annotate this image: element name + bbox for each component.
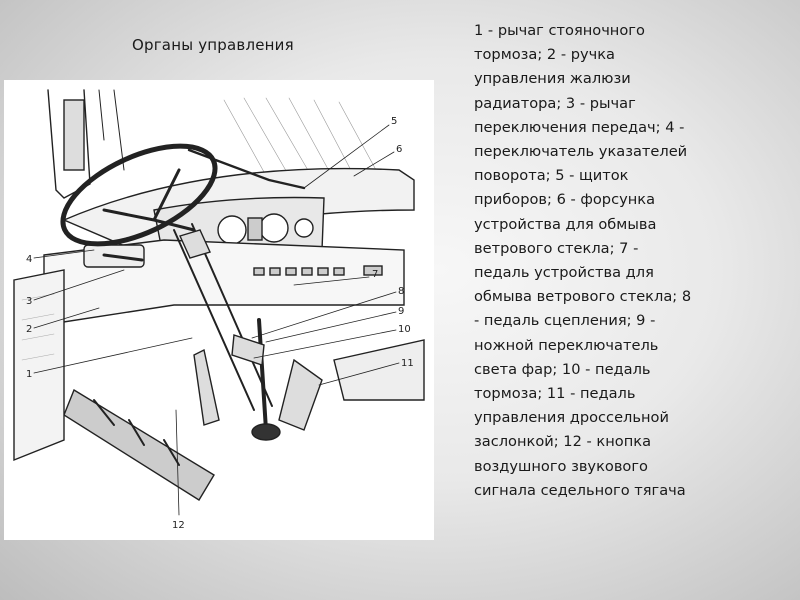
callout-10: 10: [398, 324, 411, 335]
callout-9: 9: [398, 306, 405, 317]
gear-lever: [259, 320, 266, 430]
callout-12: 12: [172, 520, 185, 531]
callout-1: 1: [26, 369, 33, 380]
callout-4: 4: [26, 254, 33, 265]
cab-drawing: [4, 80, 434, 540]
throttle-pedal: [279, 360, 322, 430]
clutch-pedal: [194, 350, 219, 425]
callout-3: 3: [26, 296, 33, 307]
legend-caption: 1 - рычаг стояночного тормоза; 2 - ручка управления жалюзи радиатора; 3 - рычаг переключения передач; 4 - переключатель указателей поворота; 5 - щиток приборов; 6 - форсунка устройства для обмыва ветрового стекла; 7 - педаль устройства для обмыва ветрового стекла; 8 - педаль сцепления; 9 - ножной переключатель света фар; 10 - педаль тормоза; 11 - педаль управления дроссельной заслонкой; 12 - кнопка воздушного звукового сигнала седельного тягача: [474, 22, 692, 499]
callout-7: 7: [372, 269, 379, 280]
cab-controls-illustration: [4, 80, 434, 540]
callout-2: 2: [26, 324, 33, 335]
callout-8: 8: [398, 286, 405, 297]
callout-5: 5: [391, 116, 398, 127]
slide-title: Органы управления: [132, 36, 294, 54]
door-step: [64, 390, 214, 500]
side-mirror: [64, 100, 84, 170]
callout-11: 11: [401, 358, 414, 369]
callout-6: 6: [396, 144, 403, 155]
